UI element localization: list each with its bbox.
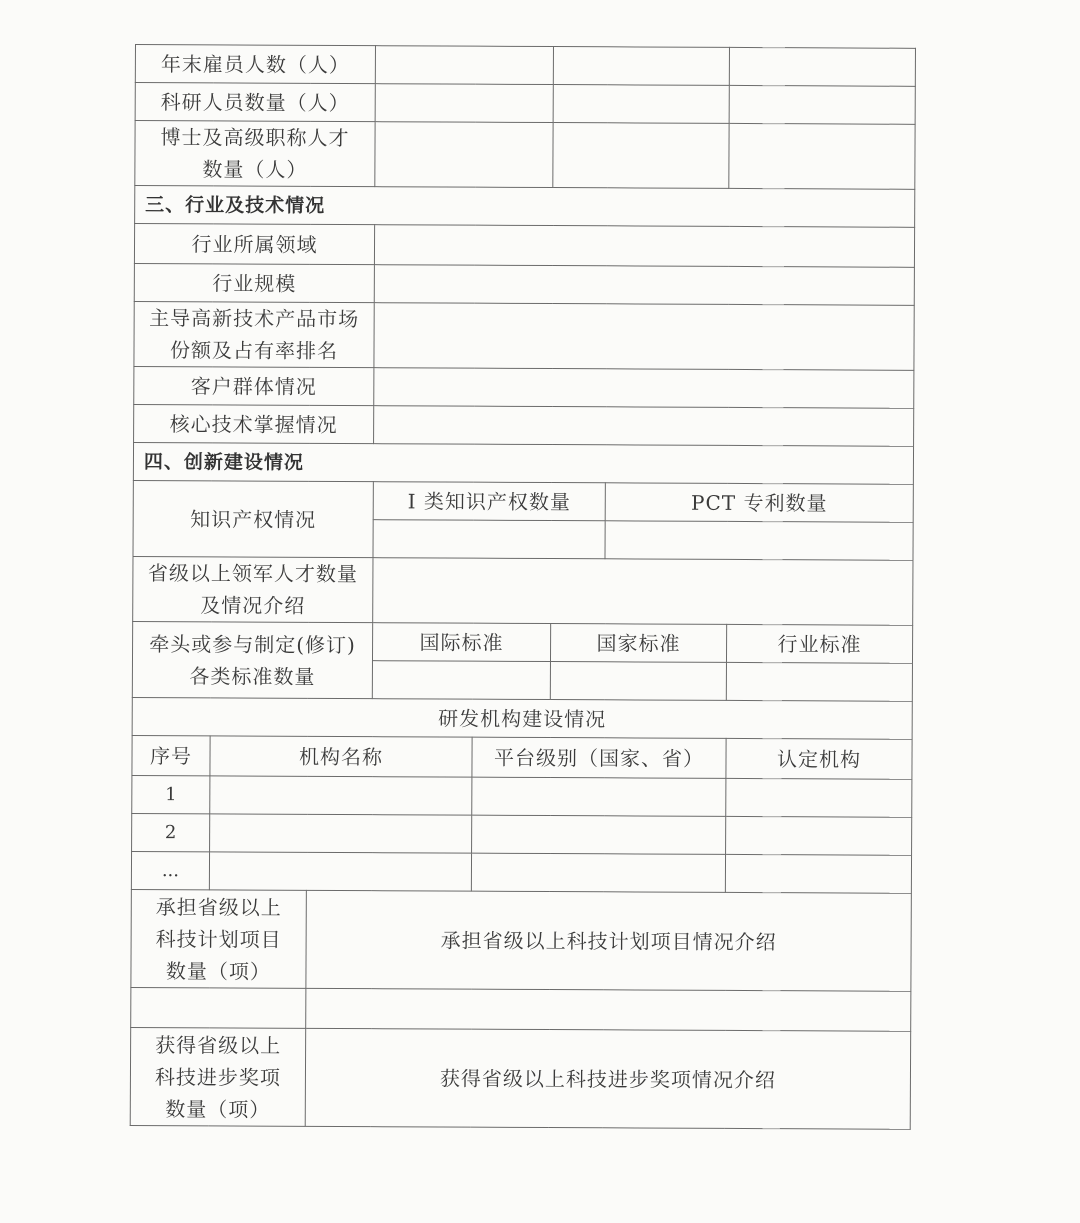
label-national-standard: 国家标准 [550, 624, 726, 663]
label-market-share-line2: 份额及占有率排名 [169, 338, 339, 363]
rd-row [132, 813, 912, 855]
label-pct-patent-count: PCT 专利数量 [605, 483, 913, 523]
rd-row-index: 2 [132, 813, 210, 851]
field-rd-name[interactable] [210, 776, 472, 815]
row-ip-header [133, 480, 913, 522]
label-core-tech: 核心技术掌握情况 [134, 404, 374, 443]
row-projects [131, 889, 911, 991]
row-rd-title [132, 697, 912, 739]
field-leaders[interactable] [373, 558, 913, 626]
field-year-end-employees-2[interactable] [553, 47, 729, 86]
label-projects [131, 889, 306, 988]
rd-row [132, 775, 912, 817]
label-leaders-line1: 省级以上领军人才数量 [147, 561, 358, 587]
label-leaders-line2: 及情况介绍 [200, 593, 306, 618]
label-customer-groups: 客户群体情况 [134, 366, 374, 405]
rd-header-certifier: 认定机构 [726, 738, 912, 779]
field-projects-count[interactable] [131, 987, 306, 1028]
label-market-share [134, 301, 374, 367]
row-leaders [133, 556, 913, 625]
row-core-tech [134, 404, 914, 446]
label-awards-line3: 数量（项） [165, 1096, 271, 1122]
rd-header-no: 序号 [132, 735, 210, 775]
field-researchers-3[interactable] [729, 85, 915, 124]
row-phd-senior [135, 121, 915, 190]
rd-title: 研发机构建设情况 [132, 697, 912, 739]
field-projects-desc[interactable] [306, 988, 911, 1031]
section4-title: 四、创新建设情况 [133, 442, 913, 484]
label-projects-desc: 承担省级以上科技计划项目情况介绍 [306, 890, 911, 991]
row-customer-groups [134, 366, 914, 408]
rd-header-name: 机构名称 [210, 736, 472, 777]
row-projects-values [131, 987, 911, 1031]
label-standards-line1: 牵头或参与制定(修订) [149, 631, 356, 657]
label-phd-senior-line1: 博士及高级职称人才 [160, 125, 350, 151]
field-rd-certifier[interactable] [726, 778, 912, 817]
field-rd-level[interactable] [472, 815, 726, 854]
field-phd-senior-2[interactable] [553, 123, 729, 189]
row-rd-headers [132, 735, 912, 779]
label-market-share-line1: 主导高新技术产品市场 [149, 306, 360, 332]
label-industry-scale: 行业规模 [134, 263, 374, 302]
label-standards-line2: 各类标准数量 [189, 663, 316, 689]
application-form-table [130, 44, 916, 1130]
label-projects-line3: 数量（项） [165, 958, 272, 984]
field-researchers-1[interactable] [375, 84, 553, 123]
field-rd-name[interactable] [209, 852, 471, 891]
label-researchers: 科研人员数量（人） [135, 83, 375, 122]
label-phd-senior [135, 121, 375, 187]
label-awards-line1: 获得省级以上 [155, 1032, 282, 1058]
field-researchers-2[interactable] [553, 85, 729, 124]
field-national-standard[interactable] [550, 662, 726, 701]
row-standards-header [132, 621, 912, 663]
label-awards-line2: 科技进步奖项 [154, 1064, 282, 1090]
rd-row-index: ... [131, 851, 209, 889]
label-intl-standard: 国际标准 [372, 623, 550, 662]
field-core-tech[interactable] [374, 406, 914, 447]
label-ip-status: 知识产权情况 [133, 480, 373, 557]
row-awards [130, 1027, 910, 1129]
label-projects-line2: 科技计划项目 [155, 926, 282, 952]
field-industry-field[interactable] [374, 225, 914, 268]
label-industry-field: 行业所属领域 [134, 224, 374, 265]
field-year-end-employees-1[interactable] [375, 46, 553, 85]
label-awards [130, 1027, 305, 1126]
field-rd-certifier[interactable] [725, 854, 911, 893]
field-rd-name[interactable] [210, 814, 472, 853]
field-phd-senior-1[interactable] [375, 122, 553, 188]
label-year-end-employees: 年末雇员人数（人） [135, 45, 375, 84]
label-phd-senior-line2: 数量（人） [202, 157, 308, 182]
section3-title: 三、行业及技术情况 [135, 186, 915, 228]
label-leaders [133, 556, 373, 622]
row-section4-heading [133, 442, 913, 484]
field-class1-ip-count[interactable] [373, 520, 605, 559]
field-year-end-employees-3[interactable] [729, 47, 915, 86]
row-year-end-employees [135, 45, 915, 87]
field-rd-level[interactable] [471, 853, 725, 892]
rd-row [131, 851, 911, 893]
row-researchers [135, 83, 915, 125]
label-industry-standard: 行业标准 [726, 624, 912, 663]
row-market-share [134, 301, 914, 370]
label-awards-desc: 获得省级以上科技进步奖项情况介绍 [305, 1028, 910, 1129]
field-industry-scale[interactable] [374, 265, 914, 306]
field-industry-standard[interactable] [726, 662, 912, 701]
rd-header-level: 平台级别（国家、省） [472, 737, 726, 778]
rd-row-index: 1 [132, 775, 210, 813]
field-customer-groups[interactable] [374, 368, 914, 409]
row-industry-field [134, 224, 914, 268]
label-standards [132, 621, 372, 698]
row-industry-scale [134, 263, 914, 305]
row-section3-heading [135, 186, 915, 228]
field-rd-certifier[interactable] [726, 816, 912, 855]
field-intl-standard[interactable] [372, 661, 550, 700]
field-phd-senior-3[interactable] [729, 123, 915, 189]
field-pct-patent-count[interactable] [605, 521, 913, 561]
label-projects-line1: 承担省级以上 [155, 894, 282, 920]
label-class1-ip-count: I 类知识产权数量 [373, 482, 605, 521]
field-rd-level[interactable] [472, 777, 726, 816]
field-market-share[interactable] [374, 303, 914, 371]
